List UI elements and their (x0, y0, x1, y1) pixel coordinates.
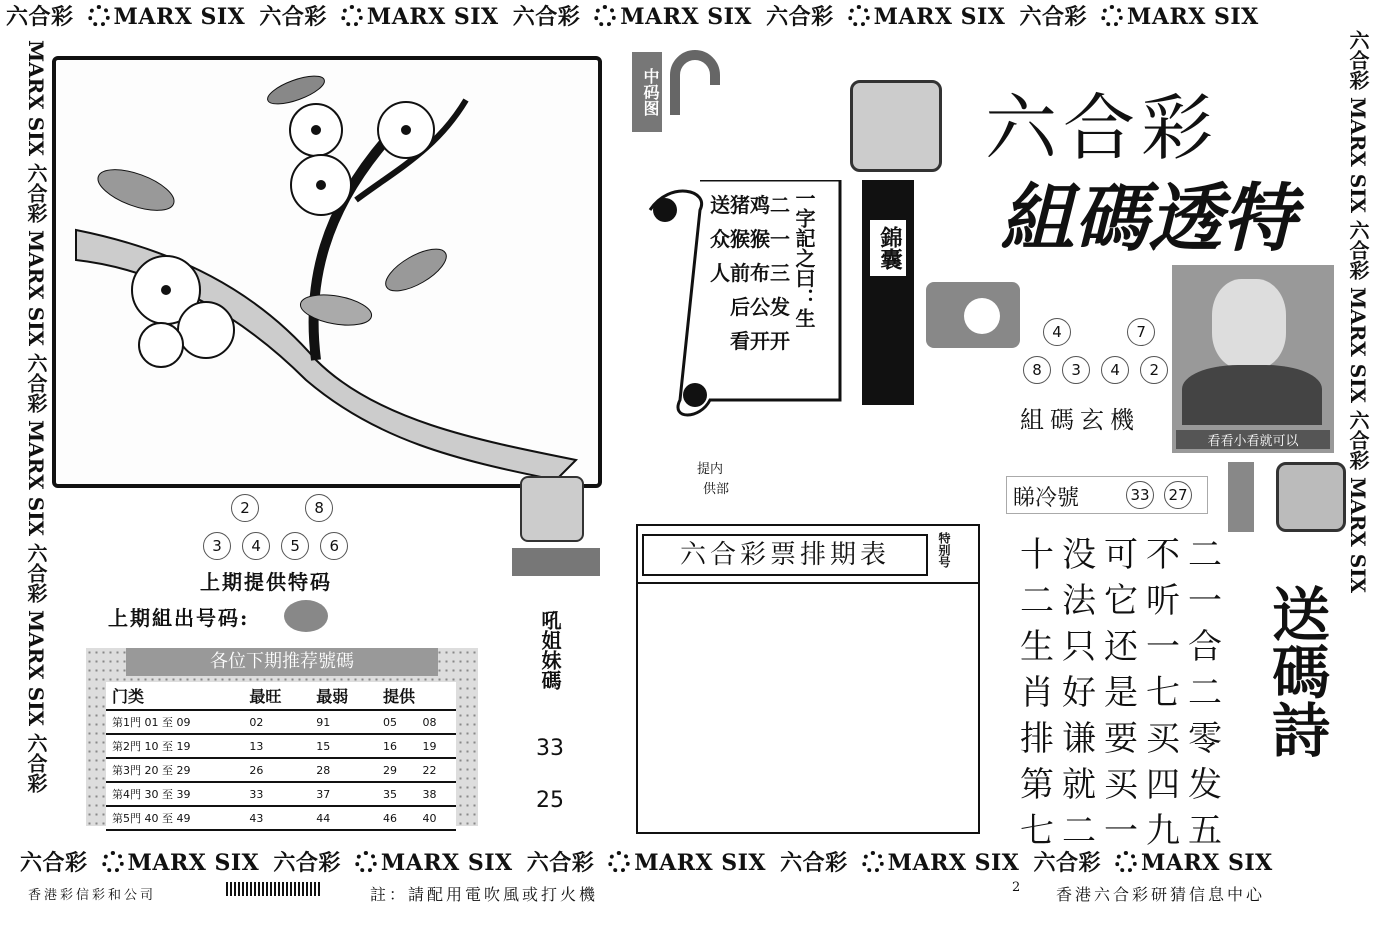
portrait-photo (1172, 265, 1334, 453)
banner-text: MARX SIX (1141, 850, 1273, 876)
grey-label-bar (512, 548, 600, 576)
flower-icon (341, 5, 363, 27)
col-header: 最弱 (310, 682, 377, 710)
riddle-line: 看开开 (730, 329, 790, 353)
table-cell: 05 (377, 710, 416, 734)
poem-line: 排谦要买零 (1020, 719, 1230, 759)
right-side-banner: 六合彩 MARX SIX 六合彩 MARX SIX 六合彩 MARX SIX (1346, 30, 1370, 594)
table-cell: 38 (417, 782, 457, 806)
leaf-stamp-icon (1276, 462, 1346, 532)
table-row (106, 758, 456, 782)
table-cell: 08 (417, 710, 457, 734)
banner-text: 六合彩 (780, 850, 848, 876)
jinnang-bar (862, 180, 914, 405)
flower-icon (862, 851, 884, 873)
sister-num: 33 (536, 736, 564, 761)
table-cell: 26 (243, 758, 310, 782)
table-cell: 16 (377, 734, 416, 758)
flower-icon (608, 851, 630, 873)
flower-icon (594, 5, 616, 27)
barcode-icon (226, 882, 322, 896)
col-header: 最旺 (243, 682, 310, 710)
number-ball: 3 (1062, 356, 1090, 384)
last-group-label: 上期組出号码: (108, 606, 250, 630)
orchid-stamp-icon (520, 476, 584, 542)
number-ball: 8 (305, 494, 333, 522)
table-cell: 第5門 40 至 49 (106, 806, 243, 830)
riddle-line: 后公发 (730, 295, 790, 319)
banner-text: MARX SIX (620, 4, 752, 30)
flower-icon (88, 5, 110, 27)
seal-icon (850, 80, 942, 172)
top-banner (6, 0, 1265, 31)
number-ball: 5 (281, 532, 309, 560)
banner-text: 六合彩 (273, 850, 341, 876)
number-ball: 33 (1126, 481, 1154, 509)
poem-line: 十没可不二 (1020, 535, 1230, 575)
table-cell: 46 (377, 806, 416, 830)
page-title-line2: 組碼透特 (1000, 176, 1296, 262)
last-special-row2 (200, 532, 351, 560)
blurred-ball (284, 600, 328, 632)
table-row (106, 734, 456, 758)
table-cell: 44 (310, 806, 377, 830)
table-cell: 35 (377, 782, 416, 806)
capsule-icon (665, 45, 725, 125)
poem-line: 生只还一合 (1020, 627, 1230, 667)
poem-title: 送碼詩 (1262, 584, 1330, 758)
banner-text: MARX SIX (380, 850, 513, 876)
last-special-row1 (228, 494, 336, 522)
table-cell: 第3門 20 至 29 (106, 758, 243, 782)
banner-text: 六合彩 (526, 850, 595, 876)
table-cell: 29 (377, 758, 416, 782)
left-side-banner: MARX SIX 六合彩 MARX SIX 六合彩 MARX SIX 六合彩 MARX SIX 六合彩 (24, 40, 48, 794)
table-cell: 第4門 30 至 39 (106, 782, 243, 806)
neibu-stamp (697, 460, 729, 500)
sister-num: 25 (536, 788, 564, 813)
neibu-line: 供部 (703, 482, 730, 497)
col-header: 门类 (106, 682, 243, 710)
table-row (106, 806, 456, 830)
riddle-line: 众猴猴一 (710, 227, 790, 251)
jinnang-label: 錦囊 (870, 220, 906, 276)
number-ball: 4 (1101, 356, 1129, 384)
table-cell: 19 (417, 734, 457, 758)
number-ball: 3 (203, 532, 231, 560)
cold-label: 睇冷號 (1013, 486, 1080, 511)
banner-text: 六合彩 (1019, 4, 1088, 30)
poem-line: 肖好是七二 (1020, 673, 1230, 713)
footer-middle: 註：請配用電吹風或打火機 (370, 885, 599, 904)
bird-icon (926, 282, 1020, 348)
flower-icon (848, 5, 870, 27)
table-cell: 22 (417, 758, 457, 782)
footer-right: 香港六合彩研猜信息中心 (1056, 885, 1266, 904)
table-row (106, 782, 456, 806)
flower-illustration-frame (52, 56, 602, 488)
flower-icon (1115, 851, 1137, 873)
stamp-zhongmatu: 中码图 (632, 52, 662, 132)
table-header-row (106, 682, 456, 710)
number-ball: 2 (231, 494, 259, 522)
banner-text: MARX SIX (887, 850, 1020, 876)
table-cell: 第2門 10 至 19 (106, 734, 243, 758)
sister-label: 吼姐妹碼 (538, 610, 562, 690)
riddle-right-column: 一字記之曰：生 (792, 188, 816, 328)
zuma-xuanji-row1 (1040, 318, 1158, 346)
number-ball: 27 (1164, 481, 1192, 509)
riddle-line: 人前布三 (710, 261, 790, 285)
flower-icon (1101, 5, 1123, 27)
recommend-table (106, 682, 456, 831)
banner-text: MARX SIX (127, 850, 260, 876)
table-cell: 40 (417, 806, 457, 830)
banner-text: MARX SIX (366, 4, 499, 30)
banner-text: MARX SIX (1127, 4, 1259, 30)
photo-caption: 看看小看就可以 (1176, 430, 1330, 449)
table-cell: 28 (310, 758, 377, 782)
banner-text: 六合彩 (20, 850, 88, 876)
poem-line: 第就买四发 (1020, 765, 1230, 805)
number-ball: 8 (1023, 356, 1051, 384)
number-ball: 4 (1043, 318, 1071, 346)
grey-bar-icon (1228, 462, 1254, 532)
table-cell: 33 (243, 782, 310, 806)
schedule-title: 六合彩票排期表 (642, 534, 928, 576)
blossom-branch-illustration (56, 60, 598, 484)
table-cell: 91 (310, 710, 377, 734)
riddle-line: 送猪鸡二 (710, 193, 790, 217)
table-cell: 43 (243, 806, 310, 830)
banner-text: 六合彩 (766, 4, 834, 30)
poem-block (1020, 532, 1230, 854)
zuma-xuanji-row2 (1020, 356, 1171, 384)
table-row (106, 710, 456, 734)
riddle-scroll (640, 180, 850, 420)
banner-text: 六合彩 (6, 4, 74, 30)
poem-line: 七二一九五 (1020, 811, 1230, 851)
table-cell: 37 (310, 782, 377, 806)
banner-text: MARX SIX (634, 850, 766, 876)
number-ball: 7 (1127, 318, 1155, 346)
number-ball: 6 (320, 532, 348, 560)
flower-icon (102, 851, 124, 873)
table-cell: 15 (310, 734, 377, 758)
table-header-title: 各位下期推荐號碼 (126, 648, 438, 676)
banner-text: 六合彩 (512, 4, 581, 30)
flower-icon (355, 851, 377, 873)
number-ball: 2 (1140, 356, 1168, 384)
table-cell: 02 (243, 710, 310, 734)
page-title-line1: 六合彩 (985, 86, 1220, 170)
schedule-box (636, 524, 980, 834)
banner-text: MARX SIX (113, 4, 246, 30)
last-special-label: 上期提供特码 (200, 570, 332, 594)
table-cell: 13 (243, 734, 310, 758)
col-header: 提供 (377, 682, 456, 710)
schedule-side-label: 特别号 (937, 532, 951, 568)
cold-numbers-box (1006, 476, 1208, 514)
table-cell: 第1門 01 至 09 (106, 710, 243, 734)
footer-left: 香港彩信彩和公司 (28, 888, 157, 903)
banner-text: MARX SIX (873, 4, 1006, 30)
riddle-lines (690, 188, 790, 358)
number-ball: 4 (242, 532, 270, 560)
schedule-grid (638, 582, 978, 834)
neibu-line: 提内 (697, 462, 724, 477)
recommend-table-panel (86, 648, 478, 826)
poem-line: 二法它听一 (1020, 581, 1230, 621)
footer-num: 2 (1012, 880, 1021, 895)
banner-text: 六合彩 (259, 4, 327, 30)
banner-text: 六合彩 (1033, 850, 1102, 876)
zuma-xuanji-label: 組碼玄機 (1020, 406, 1140, 434)
